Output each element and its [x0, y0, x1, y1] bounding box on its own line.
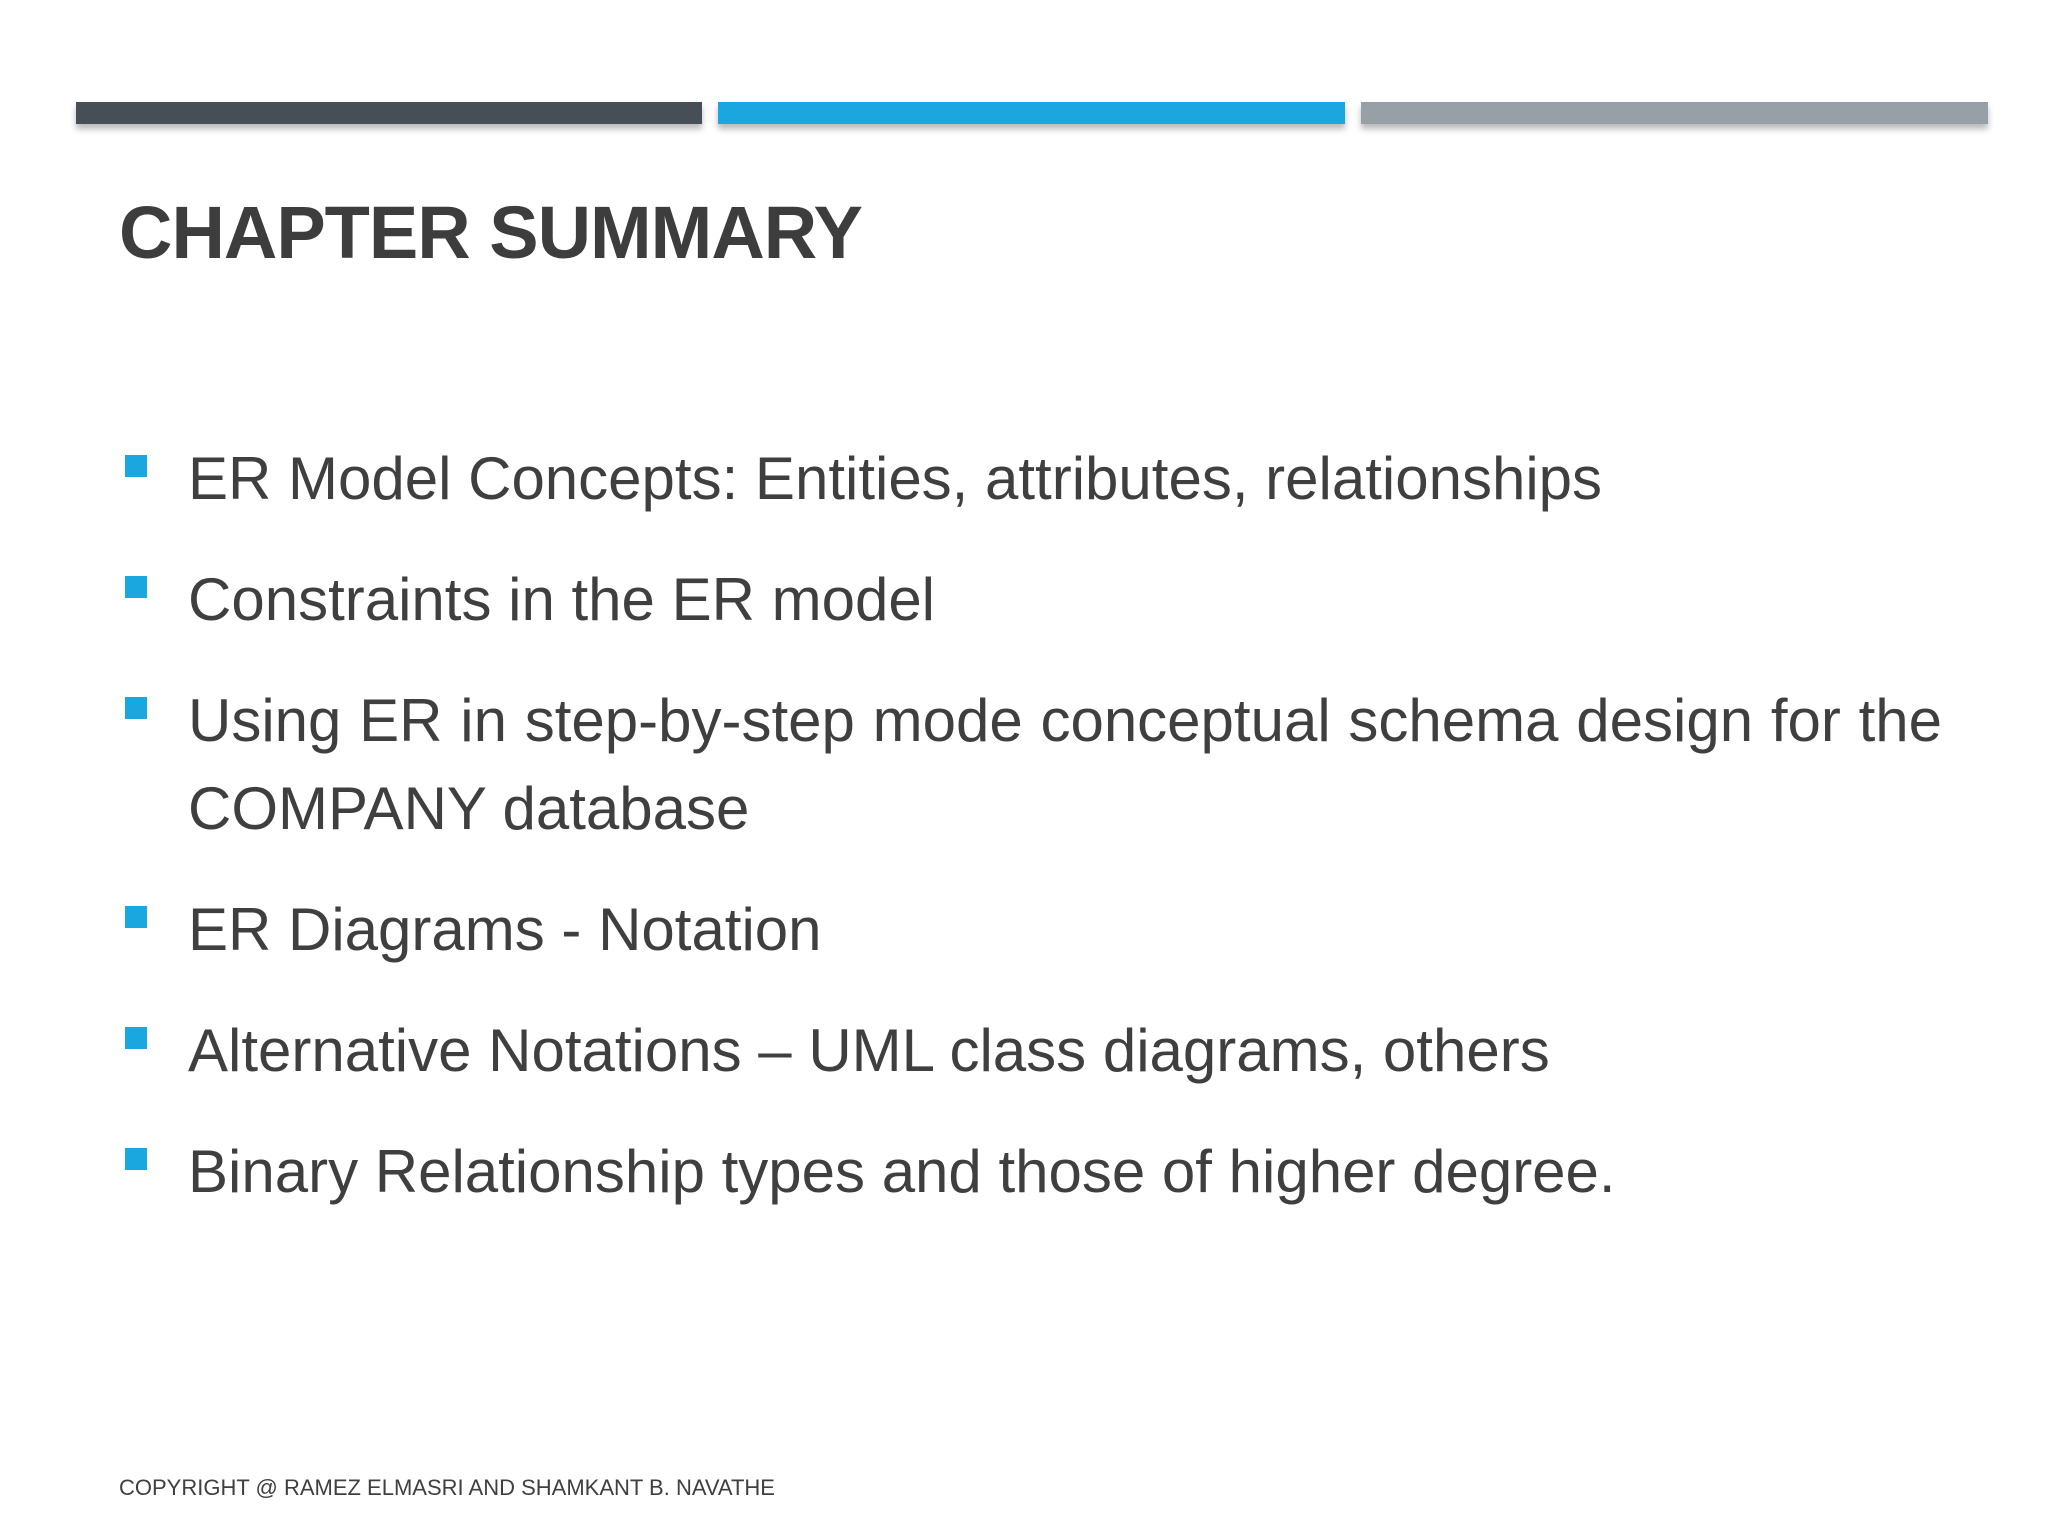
header-bar-accent	[718, 102, 1345, 124]
square-bullet-icon	[125, 1027, 147, 1049]
bullet-item	[122, 556, 1942, 644]
bullet-item	[122, 677, 1942, 853]
bullet-text: ER Diagrams - Notation	[188, 896, 822, 963]
bullet-text: Using ER in step-by-step mode conceptual schema design for the COMPANY database	[188, 687, 1942, 842]
bullet-text: Binary Relationship types and those of higher degree.	[188, 1138, 1616, 1205]
square-bullet-icon	[125, 906, 147, 928]
bullet-text: Alternative Notations – UML class diagrams, others	[188, 1017, 1550, 1084]
bullet-item	[122, 1128, 1942, 1216]
copyright-footer: COPYRIGHT @ RAMEZ ELMASRI AND SHAMKANT B. NAVATHE	[119, 1475, 775, 1500]
bullet-list	[122, 435, 1942, 1249]
bullet-text: Constraints in the ER model	[188, 566, 936, 633]
square-bullet-icon	[125, 455, 147, 477]
square-bullet-icon	[125, 697, 147, 719]
bullet-item	[122, 435, 1942, 523]
bullet-text: ER Model Concepts: Entities, attributes, relationships	[188, 445, 1603, 512]
square-bullet-icon	[125, 576, 147, 598]
header-bar-dark	[76, 102, 702, 124]
square-bullet-icon	[125, 1148, 147, 1170]
bullet-item	[122, 886, 1942, 974]
slide-title: CHAPTER SUMMARY	[119, 191, 862, 274]
bullet-item	[122, 1007, 1942, 1095]
header-bar-light	[1361, 102, 1988, 124]
